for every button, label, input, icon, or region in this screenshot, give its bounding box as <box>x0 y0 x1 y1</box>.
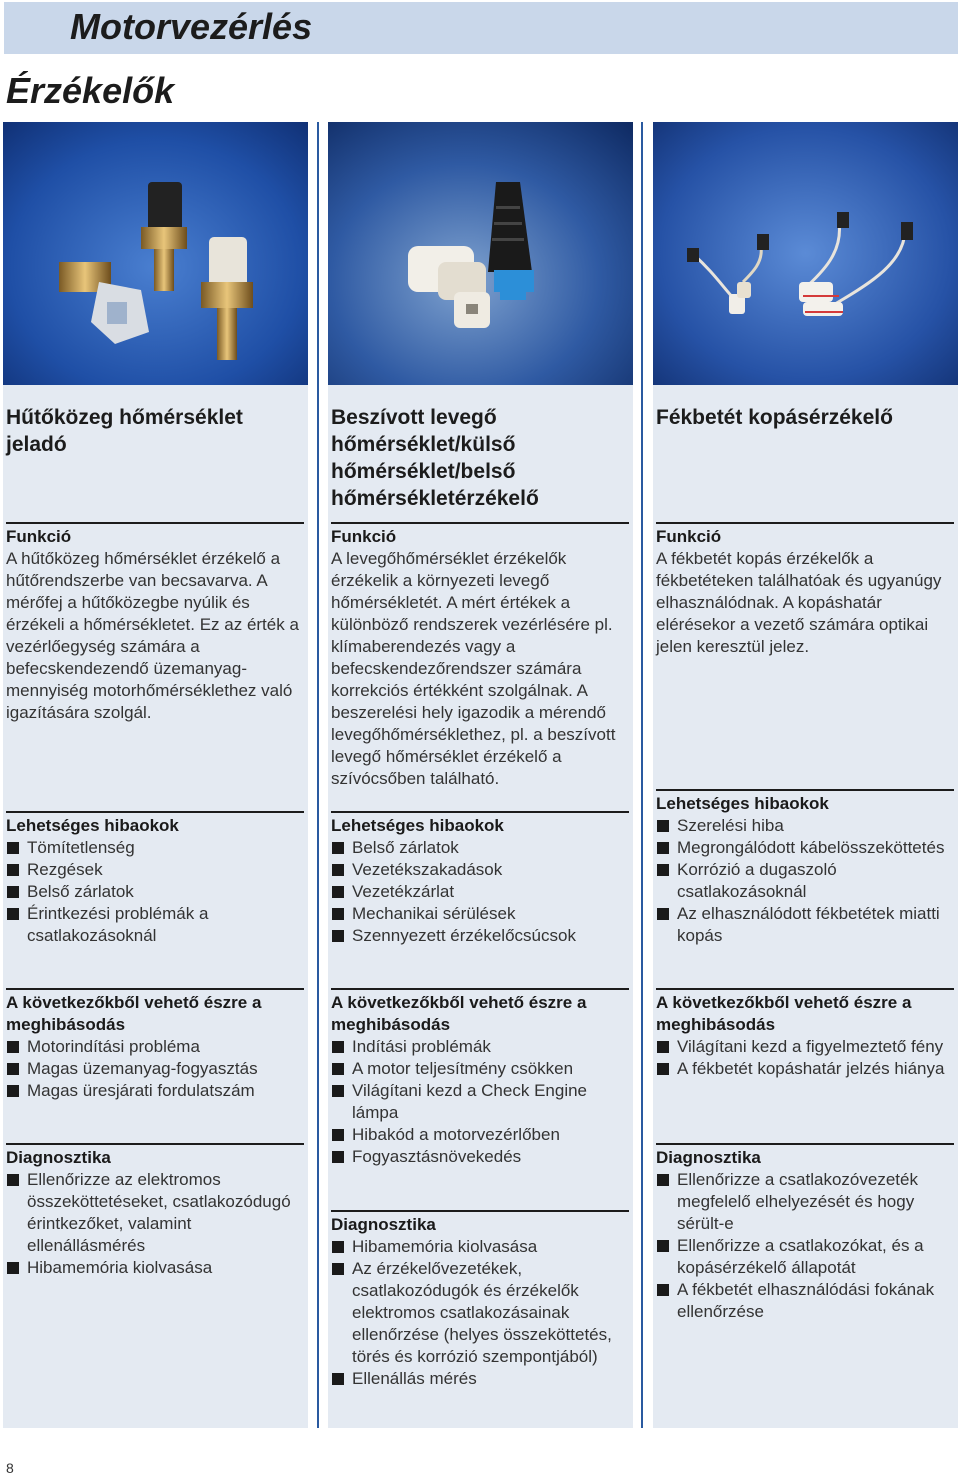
list-item: A fékbetét kopáshatár jelzés hiánya <box>656 1058 954 1080</box>
air-temperature-sensor-photo <box>328 122 633 385</box>
list-item: A fékbetét elhasználódási fokának ellenőrzése <box>656 1279 954 1323</box>
column-title: Fékbetét kopásérzékelő <box>656 406 893 429</box>
list-item: Fogyasztásnövekedés <box>331 1146 629 1168</box>
list-item: Ellenállás mérés <box>331 1368 629 1390</box>
eszre-heading: A következőkből vehető észre a meghibásodás <box>6 993 262 1034</box>
page-header-title: Motorvezérlés <box>70 6 313 47</box>
eszre-heading: A következőkből vehető észre a meghibásodás <box>331 993 587 1034</box>
diag-heading: Diagnosztika <box>331 1215 436 1234</box>
list-item: Érintkezési problémák a csatlakozásoknál <box>6 903 304 947</box>
funkcio-heading: Funkció <box>331 527 397 546</box>
list-item: Világítani kezd a figyelmeztető fény <box>656 1036 954 1058</box>
hibaok-block <box>6 811 304 947</box>
funkcio-text: A hűtőközeg hőmérséklet érzékelő a hűtőrendszerbe van becsavarva. A mérőfej a hűtőközegbe nyúlik és érzékeli a hőmérsékletet. Ez az érték a vezérlőegység számára a befecskendezendő üzemanyag-mennyiség motorhőmérséklethez való igazítására szolgál. <box>6 549 299 722</box>
hibaok-heading: Lehetséges hibaokok <box>331 816 504 835</box>
list-item: Hibamemória kiolvasása <box>331 1236 629 1258</box>
list-item: Ellenőrizze a csatlakozóvezeték megfelelő elhelyezését és hogy sérült-e <box>656 1169 954 1235</box>
column-divider <box>641 122 643 1428</box>
list-item: A motor teljesítmény csökken <box>331 1058 629 1080</box>
list-item: Vezetékszakadások <box>331 859 629 881</box>
page-number: 8 <box>6 1460 14 1476</box>
diag-heading: Diagnosztika <box>656 1148 761 1167</box>
list-item: Világítani kezd a Check Engine lámpa <box>331 1080 629 1124</box>
hibaok-heading: Lehetséges hibaokok <box>656 794 829 813</box>
list-item: Belső zárlatok <box>331 837 629 859</box>
column-brake-pad-sensor <box>653 122 958 1428</box>
hibaok-block <box>656 789 954 947</box>
list-item: Korrózió a dugaszoló csatlakozásoknál <box>656 859 954 903</box>
funkcio-block <box>6 522 304 724</box>
list-item: Rezgések <box>6 859 304 881</box>
hibaok-block <box>331 811 629 947</box>
section-title: Érzékelők <box>6 70 175 111</box>
coolant-temperature-sensor-photo <box>3 122 308 385</box>
list-item: Az érzékelővezetékek, csatlakozódugók és érzékelők elektromos csatlakozásainak ellenőrzése (helyes összeköttetés, törés és korrózió szempontjából) <box>331 1258 629 1368</box>
list-item: Motorindítási probléma <box>6 1036 304 1058</box>
eszre-heading: A következőkből vehető észre a meghibásodás <box>656 993 912 1034</box>
list-item: Az elhasználódott fékbetétek miatti kopás <box>656 903 954 947</box>
list-item: Megrongálódott kábelösszeköttetés <box>656 837 954 859</box>
list-item: Ellenőrizze a csatlakozókat, és a kopásérzékelő állapotát <box>656 1235 954 1279</box>
funkcio-block <box>656 522 954 658</box>
funkcio-text: A levegőhőmérséklet érzékelők érzékelik a környezeti levegő hőmérsékletét. A mért értékek a különböző rendszerek vezérlésére pl. klímaberendezés vagy a befecskendezőrendszer számára korrekciós értékként szolgálnak. A beszerelési hely igazodik a mérendő levegőhőmérséklethez, pl. a beszívott levegő hőmérséklet érzékelő a szívócsőben található. <box>331 549 616 788</box>
funkcio-heading: Funkció <box>6 527 72 546</box>
list-item: Indítási problémák <box>331 1036 629 1058</box>
list-item: Vezetékzárlat <box>331 881 629 903</box>
funkcio-block <box>331 522 629 790</box>
column-title: Beszívott levegő hőmérséklet/külső hőmérséklet/belső hőmérsékletérzékelő <box>331 406 539 510</box>
list-item: Mechanikai sérülések <box>331 903 629 925</box>
column-coolant-sensor <box>3 122 308 1428</box>
list-item: Hibamemória kiolvasása <box>6 1257 304 1279</box>
hibaok-heading: Lehetséges hibaokok <box>6 816 179 835</box>
list-item: Szennyezett érzékelőcsúcsok <box>331 925 629 947</box>
header-bar <box>4 2 958 54</box>
eszre-block <box>6 988 304 1102</box>
list-item: Szerelési hiba <box>656 815 954 837</box>
list-item: Belső zárlatok <box>6 881 304 903</box>
list-item: Magas üzemanyag-fogyasztás <box>6 1058 304 1080</box>
column-air-temp-sensor <box>328 122 633 1428</box>
funkcio-text: A fékbetét kopás érzékelők a fékbetéteken találhatóak és ugyanúgy elhasználódnak. A kopáshatár elérésekor a vezető számára optikai jelen keresztül jelez. <box>656 549 942 656</box>
list-item: Ellenőrizze az elektromos összeköttetéseket, csatlakozódugó érintkezőket, valamint ellenállásmérés <box>6 1169 304 1257</box>
column-title: Hűtőközeg hőmérséklet jeladó <box>6 406 243 456</box>
funkcio-heading: Funkció <box>656 527 722 546</box>
diag-block <box>6 1143 304 1279</box>
eszre-block <box>656 988 954 1080</box>
brake-pad-wear-sensor-photo <box>653 122 958 385</box>
diag-block <box>331 1210 629 1390</box>
list-item: Magas üresjárati fordulatszám <box>6 1080 304 1102</box>
eszre-block <box>331 988 629 1168</box>
list-item: Hibakód a motorvezérlőben <box>331 1124 629 1146</box>
column-divider <box>317 122 319 1428</box>
diag-block <box>656 1143 954 1323</box>
diag-heading: Diagnosztika <box>6 1148 111 1167</box>
list-item: Tömítetlenség <box>6 837 304 859</box>
